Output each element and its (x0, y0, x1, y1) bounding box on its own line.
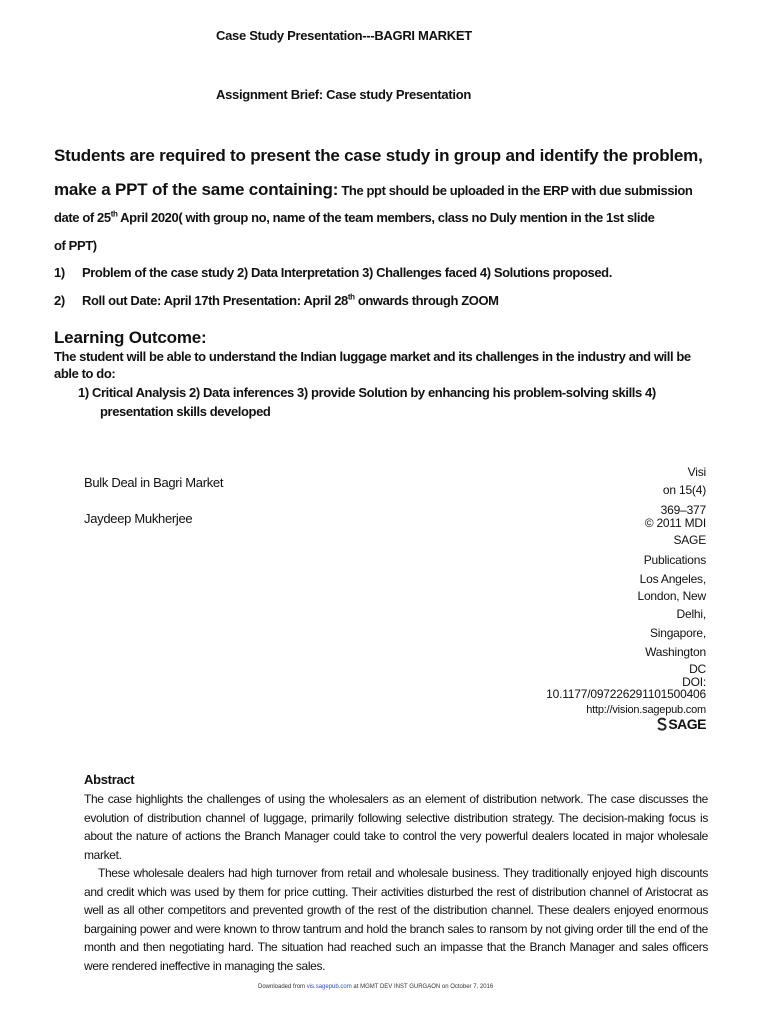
journal-meta: SAGE (673, 533, 706, 547)
document-title: Case Study Presentation---BAGRI MARKET (216, 28, 472, 43)
intro-line-4: of PPT) (54, 238, 97, 253)
learning-line-1: The student will be able to understand the Indian luggage market and its challenges in the industry and will be (54, 349, 691, 364)
abstract-paragraph-1: The case highlights the challenges of using the wholesalers as an element of distribution network. The case discusses the evolution of distribution channel of luggage, primarily following selective distribution strategy. The decision-making focus is about the nature of actions the Branch Manager could take to control the very powerful dealers located in major wholesale market. (84, 792, 708, 862)
list-item (54, 265, 612, 280)
list-number: 1) (54, 265, 65, 280)
article-author: Jaydeep Mukherjee (84, 511, 193, 526)
intro-line-2-rest: The ppt should be uploaded in the ERP with due submission (338, 183, 693, 198)
journal-meta: DC (689, 662, 706, 676)
learning-outcome-heading: Learning Outcome: (54, 328, 207, 347)
abstract-heading: Abstract (84, 772, 135, 787)
journal-meta: Visi (687, 465, 706, 479)
sage-logo-text: SAGE (668, 716, 706, 732)
learning-line-3: 1) Critical Analysis 2) Data inferences 3) provide Solution by enhancing his problem-solving skills 4) (78, 385, 656, 400)
list-sup: th (347, 292, 355, 302)
learning-line-4: presentation skills developed (100, 404, 271, 419)
article-title: Bulk Deal in Bagri Market (84, 475, 224, 490)
download-footer (258, 984, 493, 990)
journal-meta: Singapore, (649, 626, 706, 640)
intro-line-3 (54, 210, 654, 225)
list-item (54, 293, 499, 308)
journal-meta: © 2011 MDI (644, 516, 706, 530)
journal-meta: 369–377 (660, 503, 706, 517)
journal-meta: DOI: (682, 675, 706, 689)
list-text-b: onwards through ZOOM (354, 293, 499, 308)
intro-line-3-sup: th (110, 209, 118, 219)
sage-logo-icon (656, 717, 668, 731)
list-text-a: Roll out Date: April 17th Presentation: April 28 (81, 293, 348, 308)
sage-logo (656, 716, 706, 732)
learning-line-2: able to do: (54, 366, 116, 381)
journal-meta: Washington (645, 645, 706, 659)
assignment-brief: Assignment Brief: Case study Presentation (216, 87, 471, 102)
footer-link[interactable]: vis.sagepub.com (306, 984, 352, 990)
intro-line-3-a: date of 25 (54, 210, 111, 225)
journal-meta: Publications (643, 553, 706, 567)
intro-line-2-bold: make a PPT of the same containing: (54, 180, 339, 199)
footer-prefix: Downloaded from (258, 984, 307, 990)
journal-meta: Los Angeles, (639, 572, 706, 586)
journal-meta: on 15(4) (662, 483, 706, 497)
footer-suffix: at MGMT DEV INST GURGAON on October 7, 2016 (351, 984, 494, 990)
intro-line-3-b: April 2020( with group no, name of the team members, class no Duly mention in the 1st slide (117, 210, 655, 225)
doi: 10.1177/097226291101500406 (546, 687, 706, 701)
list-number: 2) (54, 293, 65, 308)
journal-meta: Delhi, (676, 607, 706, 621)
list-text: Problem of the case study 2) Data Interpretation 3) Challenges faced 4) Solutions proposed. (81, 265, 612, 280)
abstract-paragraph-2: These wholesale dealers had high turnover from retail and wholesale business. They traditionally enjoyed high discounts and credit which was used by them for price cutting. Their activities disturbed the rest of distribution channel of Aristocrat as well as all other competitors and prevented growth of the rest of the distribution channel. These dealers enjoyed enormous bargaining power and were known to throw tantrum and hold the branch sales to ransom by not giving order till the end of the month and then negotiating hard. The situation had reached such an impasse that the Branch Manager and sales officers were rendered ineffective in managing the sales. (84, 866, 708, 973)
journal-url: http://vision.sagepub.com (586, 704, 706, 716)
intro-line-1: Students are required to present the case study in group and identify the problem, (54, 146, 703, 165)
journal-meta: London, New (637, 589, 706, 603)
intro-line-2 (54, 180, 692, 200)
